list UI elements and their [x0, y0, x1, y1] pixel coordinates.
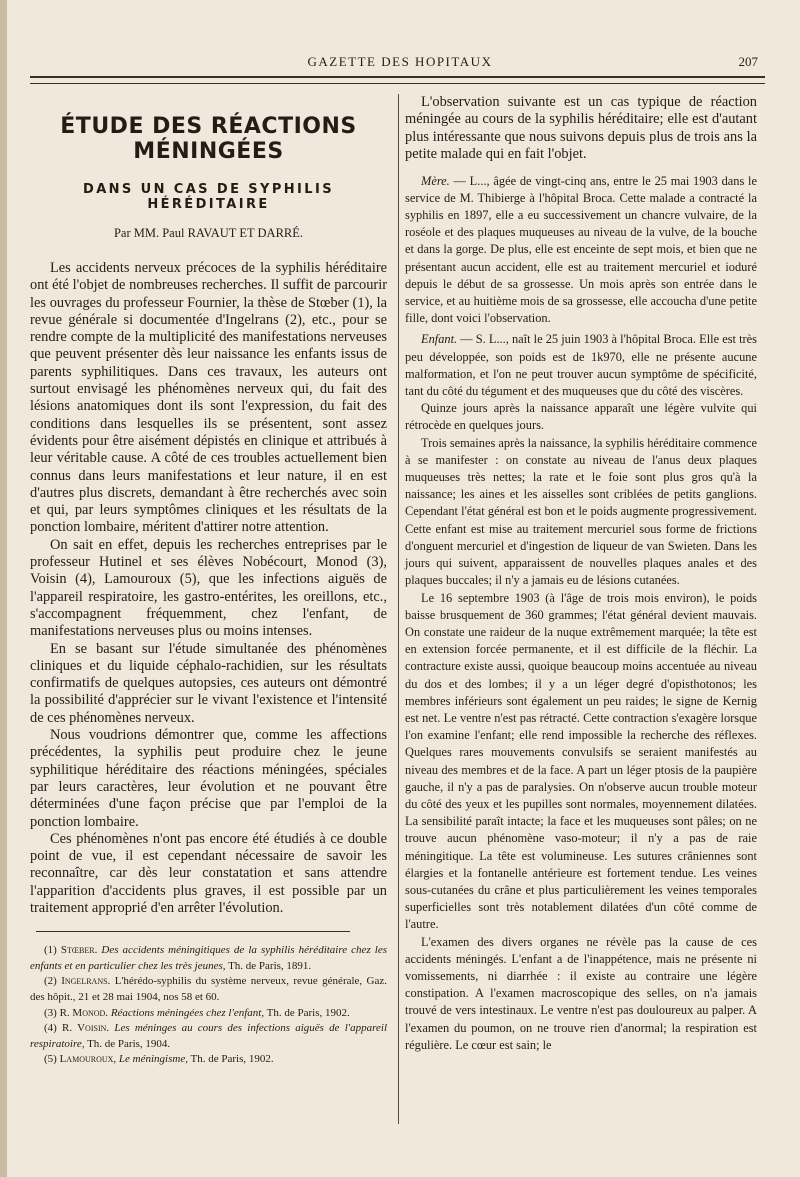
article-title: ÉTUDE DES RÉACTIONS MÉNINGÉES [60, 114, 357, 164]
article-body-left [30, 260, 387, 917]
footnote [30, 943, 387, 974]
footnote-author: Stœber. [60, 944, 98, 957]
article-byline: Par MM. Paul RAVAUT ET DARRÉ. [113, 226, 304, 240]
column-divider [398, 94, 399, 1124]
body-paragraph: En se basant sur l'étude simultanée des phénomènes cliniques et du liquide céphalo-rachidien, sur les résultats confirmatifs de quelques autopsies, ces auteurs ont démontré la possibilité d'apprécier sur le vivant l'existence et l'intensité de ces phénomènes nerveux. [30, 640, 387, 726]
footnote-title: Les méninges au cours des infections aiguës de l'appareil respiratoire, [30, 1022, 388, 1050]
footnote-reference: Th. de Paris, 1891. [228, 959, 312, 972]
footnote [30, 1006, 387, 1022]
footnotes [30, 943, 387, 1068]
footnote-reference: Th. de Paris, 1904. [87, 1037, 171, 1050]
article-subtitle: DANS UN CAS DE SYPHILIS HÉRÉDITAIRE [83, 182, 334, 212]
footnote-number: (5) [44, 1053, 57, 1066]
page-binding-edge [0, 0, 7, 1177]
footnote-author: R. Voisin. [62, 1022, 110, 1035]
header-rule-thick [30, 76, 765, 78]
footnote-author: R. Monod. [59, 1006, 109, 1019]
body-paragraph: Ces phénomènes n'ont pas encore été étudiés à ce double point de vue, il est cependant nécessaire de savoir les reconnaître, car dès leur constatation et sans attendre l'apparition d'accidents plus graves, il est possible par un traitement approprié d'en arrêter l'évolution. [30, 830, 387, 916]
footnote-reference: Th. de Paris, 1902. [190, 1053, 274, 1066]
footnote-number: (2) [44, 975, 57, 988]
running-title: GAZETTE DES HOPITAUX [307, 54, 493, 69]
right-column [405, 94, 757, 1054]
footnote-author: Ingelrans. [61, 975, 111, 988]
case-label-mother: Mère. [421, 173, 450, 188]
case-child [405, 331, 757, 400]
footnote-title: Le méningisme, [118, 1053, 188, 1066]
footnote-author: Lamouroux, [59, 1053, 117, 1066]
observation-intro: L'observation suivante est un cas typique de réaction méningée au cours de la syphilis héréditaire; elle est d'autant plus intéressante que nous suivons depuis plus de trois ans la petite malade qui en fait l'objet. [405, 94, 757, 163]
body-paragraph: Nous voudrions démontrer que, comme les affections précédentes, la syphilis peut produire chez le jeune syphilitique héréditaire des réactions méningées, spéciales par leurs caractères, leur évolution et ne pouvant être déterminées d'une façon précise que par l'emploi de la ponction lombaire. [30, 727, 387, 830]
observation-paragraph: Quinze jours après la naissance apparaît une légère vulvite qui rétrocède en quelques jours. [405, 401, 757, 433]
footnote [30, 974, 387, 1005]
observation-paragraph: Trois semaines après la naissance, la syphilis héréditaire commence à se manifester : on constate au niveau de l'anus deux plaques muqueuses très nettes; la rate et le foie sont plus gros qu'à la naissance; les aines et les aisselles sont criblées de petits ganglions. Cependant l'état général est bon et le poids augmente progressivement. Cette enfant est mise au traitement mercuriel sous forme de frictions d'onguent mercuriel et d'ingestion de liqueur de van Swieten. Dans les jours qui suivent, apparaissent de nouvelles plaques anales et des plaques buccales; il n'y a jamais eu de lésions cutanées. [405, 435, 757, 588]
footnote-number: (4) [44, 1022, 57, 1035]
page-header [30, 54, 770, 76]
page-number: 207 [738, 54, 758, 69]
left-column [30, 94, 387, 1068]
observation-paragraph: Le 16 septembre 1903 (à l'âge de trois mois environ), le poids baisse brusquement de 360 grammes; l'état général devient mauvais. On constate une raideur de la nuque extrêmement marquée; la tête est en extension forcée permanente, et il est difficile de la fléchir. La contracture existe aussi, quoique beaucoup moins accentuée au niveau du dos et des lombes; il y a un léger degré d'opisthotonos; les membres inférieurs sont également un peu raides; le signe de Kernig est net. Le ventre n'est pas rétracté. Cette contraction s'exagère lorsque l'on examine l'enfant; elle rend impossible la recherche des réflexes. Quelques rares mouvements convulsifs se seraient manifestés au niveau des membres et de la face. A part un léger ptosis de la paupière gauche, il n'y a pas de paralysies. On n'observe aucun trouble moteur du côté des yeux et les pupilles sont normales, moyennement dilatées. La sensibilité paraît intacte; la face et les muqueuses sont pâles; on ne trouve aucun phénomène vaso-moteur; il n'y a pas de raie méningitique. La tête est volumineuse. Les sutures crâniennes sont élargies et la fontanelle antérieure est fortement tendue. Les veines sous-cutanées du crâne et plus particulièrement les veines temporales superficielles sont très notablement dilatées d'un côté comme de l'autre. [405, 590, 757, 932]
case-text-child: — S. L..., naît le 25 juin 1903 à l'hôpital Broca. Elle est très peu développée, son poids est de 1k970, elle ne présente aucune malformation, et l'on ne peut trouver aucun symptôme de spécificité, tant du côté du tégument et des muqueuses que du côté des viscères. [405, 332, 757, 399]
body-paragraph: On sait en effet, depuis les recherches entreprises par le professeur Hutinel et ses élèves Nobécourt, Monod (3), Voisin (4), Lamouroux (5), que les infections aiguës de l'appareil respiratoire, les gastro-entérites, les oreillons, etc., s'accompagnent fréquemment, chez l'enfant, de manifestations nerveuses plus ou moins intenses. [30, 536, 387, 640]
body-paragraph: Les accidents nerveux précoces de la syphilis héréditaire ont été l'objet de nombreuses recherches. Il suffit de parcourir les ouvrages du professeur Fournier, la thèse de Stœber (1), la revue générale si documentée d'Ingelrans (2), etc., pour se rendre compte de la multiplicité des manifestations nerveuses que peuvent présenter dès leur naissance les enfants issus de parents syphilitiques. Dans ces travaux, les auteurs ont surtout envisagé les phénomènes nerveux qui, du fait des lésions anatomiques dont ils sont l'expression, du fait des conditions dans lesquelles ils se présentent, sont assez évidents pour être aisément dépistés en clinique et attribués à leur véritable cause. A côté de ces troubles actuellement bien connus dans leurs manifestations et leur nature, il en est d'autres plus discrets, demandant à être recherchés avec soin et qui, par leurs symptômes cliniques et les résultats de la ponction lombaire, méritent d'attirer notre attention. [30, 260, 387, 536]
footnote-divider [36, 931, 350, 932]
observation-paragraph: L'examen des divers organes ne révèle pas la cause de ces accidents méningés. L'enfant a de l'inappétence, mais ne présente ni vomissements, ni diarrhée : il existe au contraire une légère constipation. A l'examen macroscopique des selles, on n'a jamais trouvé de vers intestinaux. Le ventre n'est pas douloureux au palper. A l'examen du poumon, on ne trouve rien d'anormal; la respiration est régulière. Le cœur est sain; le [405, 934, 757, 1052]
case-mother [405, 173, 757, 328]
footnote-title: Réactions méningées chez l'enfant, [110, 1006, 265, 1019]
footnote-number: (1) [44, 944, 57, 957]
footnote-title: Des accidents méningitiques de la syphilis héréditaire chez les enfants et en particulier chez les très jeunes, [30, 944, 387, 972]
footnote-number: (3) [44, 1006, 57, 1019]
footnote [30, 1052, 387, 1068]
case-text-mother: — L..., âgée de vingt-cinq ans, entre le 25 mai 1903 dans le service de M. Thibierge à l'hôpital Broca. Cette malade a contracté la syphilis en 1897, elle a eu successivement un chancre vulvaire, de la roséole et des plaques muqueuses au niveau de la vulve, de la bouche et dans la gorge. De plus, elle est enceinte de sept mois, et bien que ne présentant aucun accident, elle est au traitement mercuriel et ioduré depuis le début de sa grossesse. Un mois après son entrée dans le service, et au huitième mois de sa grossesse, elle accoucha d'une petite fille, dont voici l'observation. [405, 173, 757, 326]
footnote-reference: L'hérédo-syphilis du système nerveux, revue générale, Gaz. des hôpit., 21 et 28 mai 1904, nos 58 et 60. [30, 975, 388, 1004]
header-rule-thin [30, 83, 765, 84]
footnote-reference: Th. de Paris, 1902. [266, 1006, 350, 1019]
footnote [30, 1021, 387, 1052]
case-label-child: Enfant. [421, 332, 458, 347]
